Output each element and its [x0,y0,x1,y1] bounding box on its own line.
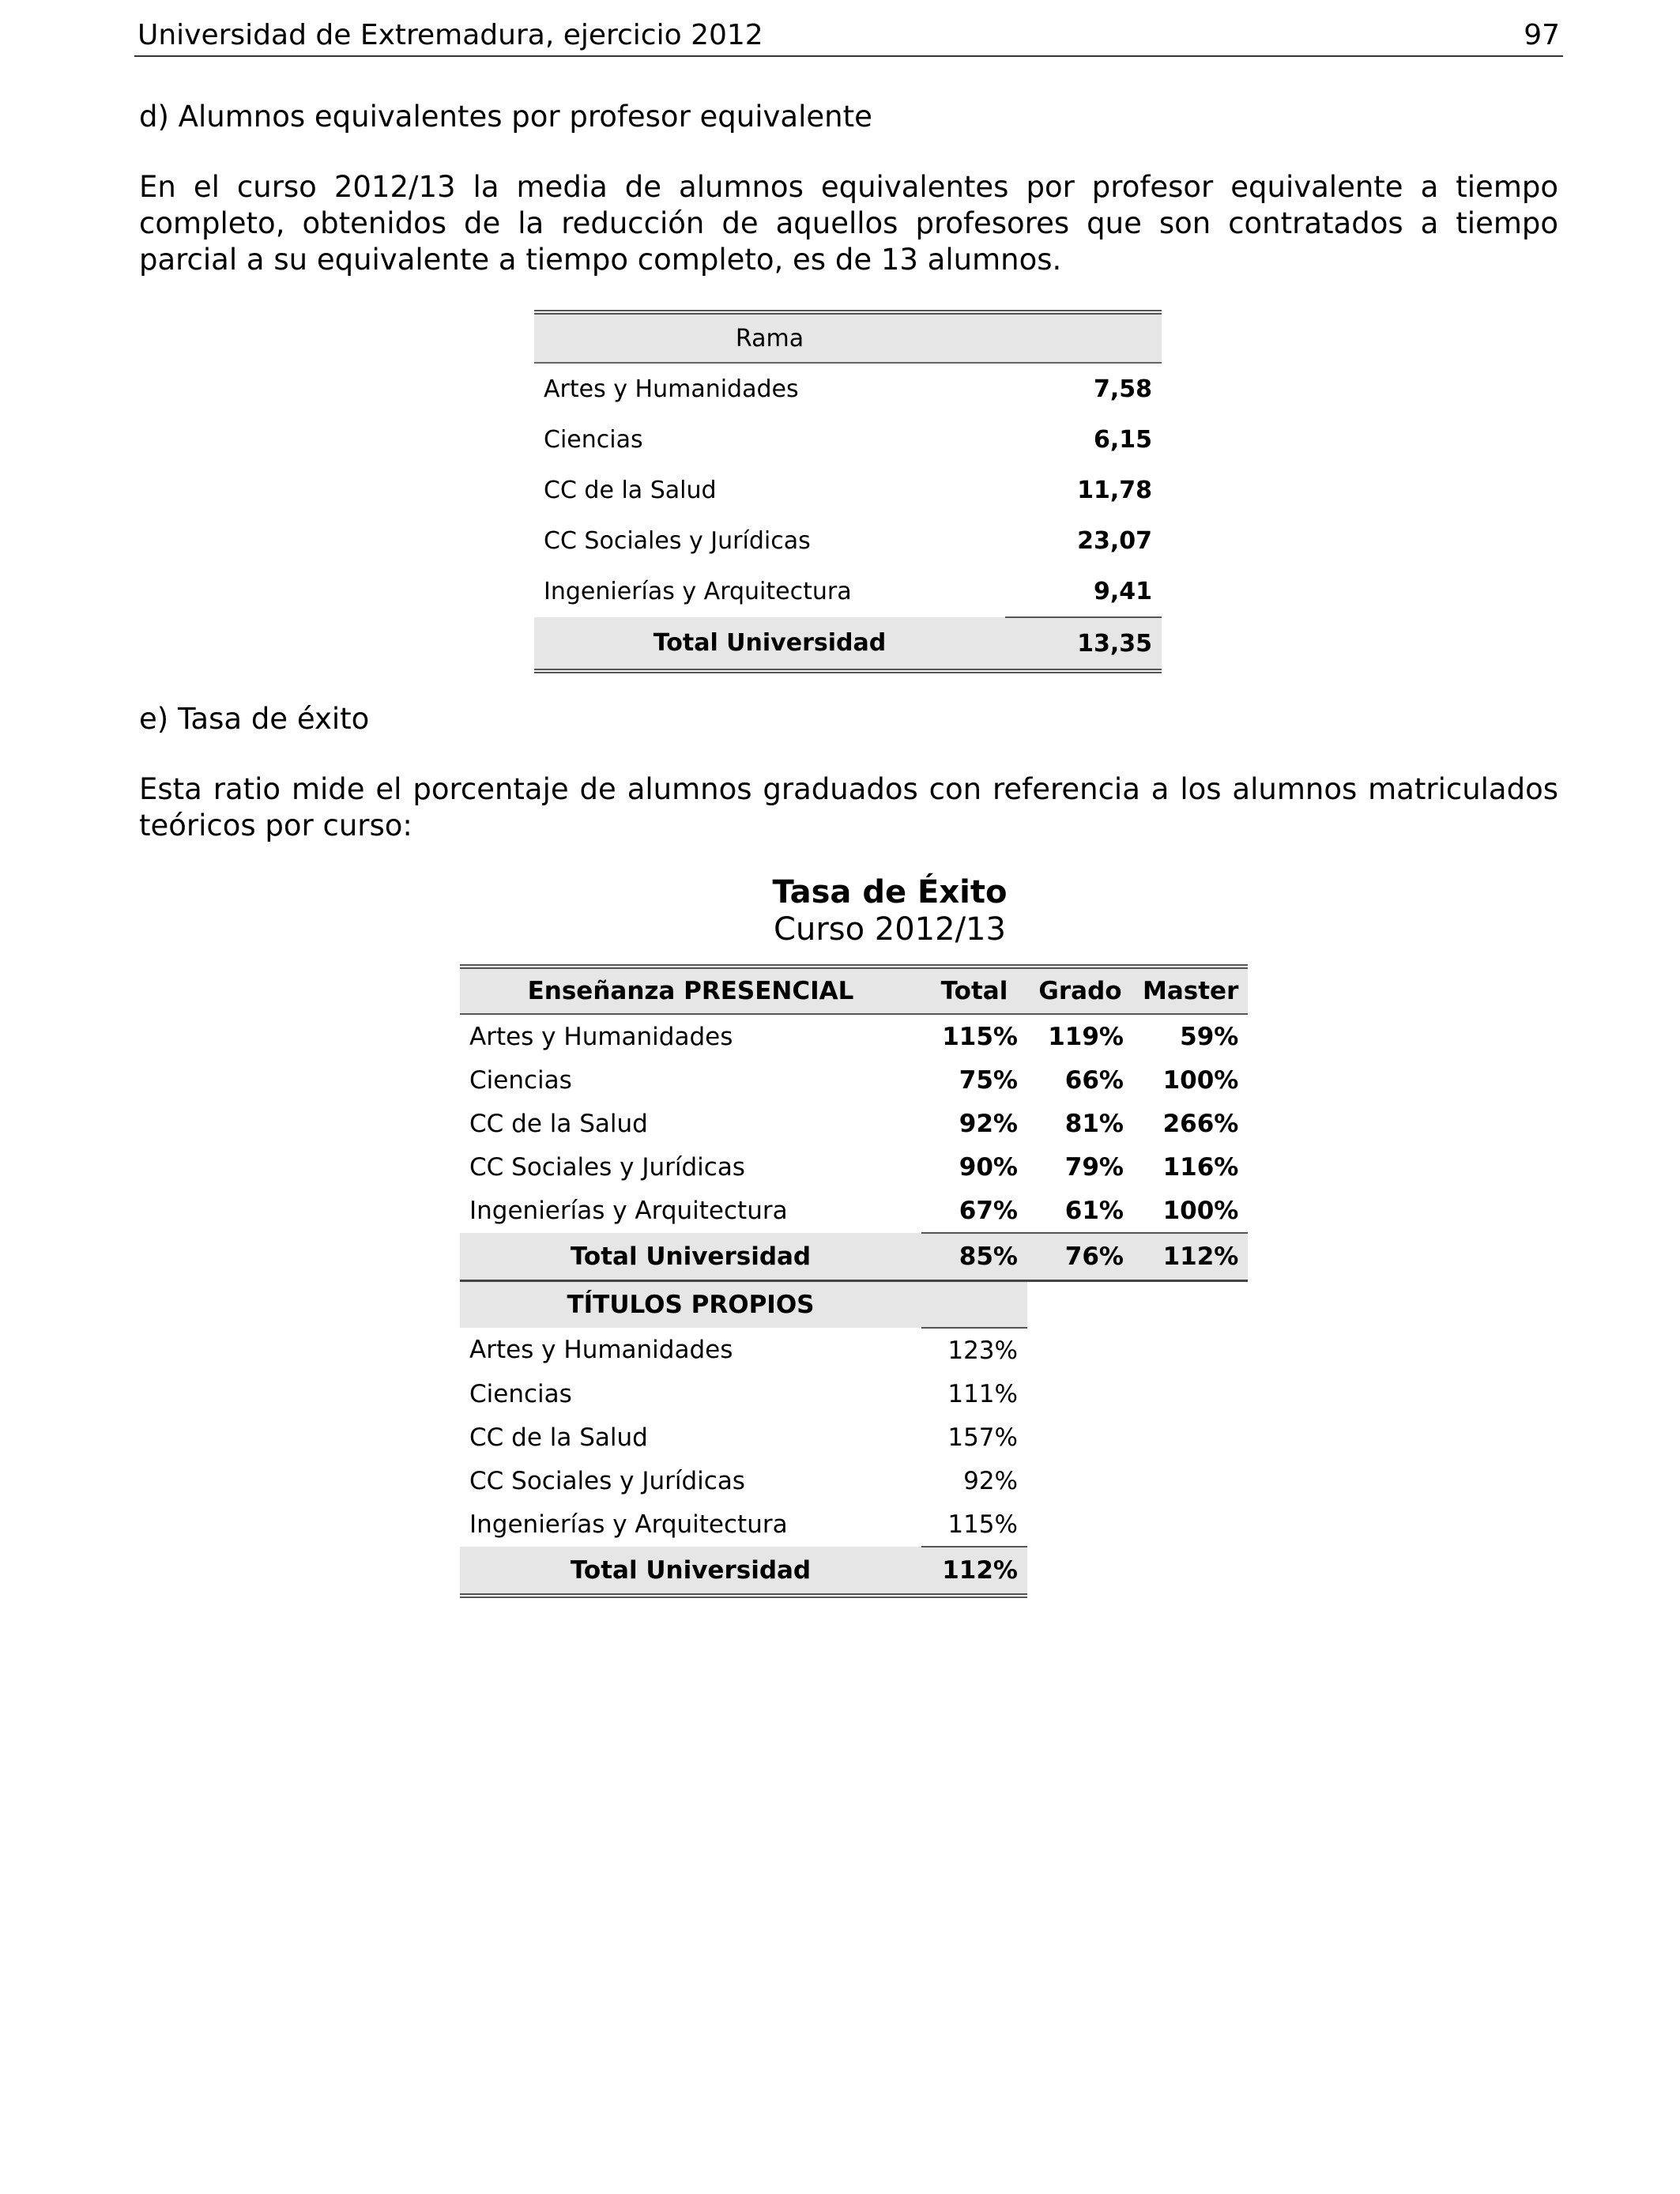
table-row [460,1372,1248,1416]
row-label: CC Sociales y Jurídicas [544,526,811,555]
section-d-paragraph: En el curso 2012/13 la media de alumnos equivalentes por profesor equivalente a tiempo completo, obtenidos de la reducción de aquellos profesores que son contratados a tiempo parcial a su equivalente a tiempo completo, es de 13 alumnos. [139,170,1558,277]
row-label: Ingenierías y Arquitectura [544,578,852,605]
total-label: Total Universidad [460,1547,921,1596]
subheader-row [460,1281,1248,1329]
row-grado: 79% [1064,1152,1124,1182]
total-row [460,1233,1248,1281]
row-label: Ingenierías y Arquitectura [469,1196,788,1225]
total-total: 112% [921,1547,1027,1596]
header-total: Total [921,967,1027,1014]
row-label: CC de la Salud [544,476,717,504]
row-total: 157% [947,1423,1018,1452]
total-grado: 76% [1027,1233,1133,1281]
row-label: CC de la Salud [469,1423,648,1452]
row-total: 92% [959,1109,1018,1138]
row-label: Artes y Humanidades [469,1336,733,1364]
row-master: 266% [1162,1109,1239,1138]
table-row [534,566,1162,617]
row-value: 9,41 [1093,577,1152,605]
ratio-table-header-value [1005,312,1162,363]
row-master: 59% [1180,1022,1239,1051]
page-header [134,16,1563,57]
ratio-table [534,310,1162,673]
row-value: 7,58 [1093,375,1152,403]
row-value: 11,78 [1077,476,1152,504]
table-row [460,1014,1248,1058]
row-total: 111% [947,1379,1018,1408]
row-value: 6,15 [1093,425,1152,454]
table-row [460,1058,1248,1102]
total-label: Total Universidad [534,617,1005,671]
row-grado: 119% [1048,1022,1124,1051]
total-value: 13,35 [1005,617,1162,671]
section-e-paragraph: Esta ratio mide el porcentaje de alumnos graduados con referencia a los alumnos matriculados teóricos por curso: [139,772,1558,843]
ratio-table-header-label: Rama [534,312,1005,363]
table-title: Tasa de Éxito [772,874,1008,910]
titulos-propios-header-value [921,1281,1027,1329]
row-grado: 81% [1064,1109,1124,1138]
row-label: CC de la Salud [469,1109,648,1138]
row-label: CC Sociales y Jurídicas [469,1466,745,1495]
row-total: 115% [947,1510,1018,1539]
total-row [534,617,1162,671]
table-row [534,515,1162,566]
row-master: 100% [1162,1065,1239,1095]
table-row [460,1459,1248,1502]
table-row [534,414,1162,465]
row-label: Artes y Humanidades [469,1022,733,1051]
row-grado: 61% [1064,1196,1124,1225]
table-row [460,1145,1248,1189]
header-row [460,967,1248,1014]
total-master: 112% [1133,1233,1248,1281]
header-ensenanza: Enseñanza PRESENCIAL [460,967,921,1014]
row-label: Ingenierías y Arquitectura [469,1510,788,1539]
row-master: 116% [1162,1152,1239,1182]
table-subtitle: Curso 2012/13 [774,911,1006,948]
table-row [534,465,1162,515]
total-total: 85% [921,1233,1027,1281]
row-label: Ciencias [469,1065,572,1095]
row-label: Ciencias [544,425,643,454]
total-label: Total Universidad [460,1233,921,1281]
row-label: Artes y Humanidades [544,375,799,403]
header-master: Master [1133,967,1248,1014]
row-total: 92% [963,1466,1018,1495]
table-row [460,1416,1248,1459]
table-row [460,1189,1248,1233]
row-label: CC Sociales y Jurídicas [469,1152,745,1182]
row-total: 123% [947,1336,1018,1365]
success-rate-table [460,964,1248,1598]
row-value: 23,07 [1077,526,1152,555]
row-master: 100% [1162,1196,1239,1225]
titulos-propios-header: TÍTULOS PROPIOS [460,1281,921,1329]
total-row [460,1547,1248,1596]
header-grado: Grado [1027,967,1133,1014]
table-row [460,1328,1248,1372]
row-total: 67% [959,1196,1018,1225]
page-number: 97 [1524,19,1560,51]
table-row [460,1102,1248,1145]
row-total: 75% [959,1065,1018,1095]
section-e-heading: e) Tasa de éxito [139,702,370,736]
header-title: Universidad de Extremadura, ejercicio 2012 [137,19,763,51]
section-d-heading: d) Alumnos equivalentes por profesor equivalente [139,100,872,134]
row-grado: 66% [1064,1065,1124,1095]
row-label: Ciencias [469,1379,572,1408]
row-total: 115% [942,1022,1018,1051]
table-row [460,1502,1248,1547]
table-row [534,363,1162,414]
row-total: 90% [959,1152,1018,1182]
